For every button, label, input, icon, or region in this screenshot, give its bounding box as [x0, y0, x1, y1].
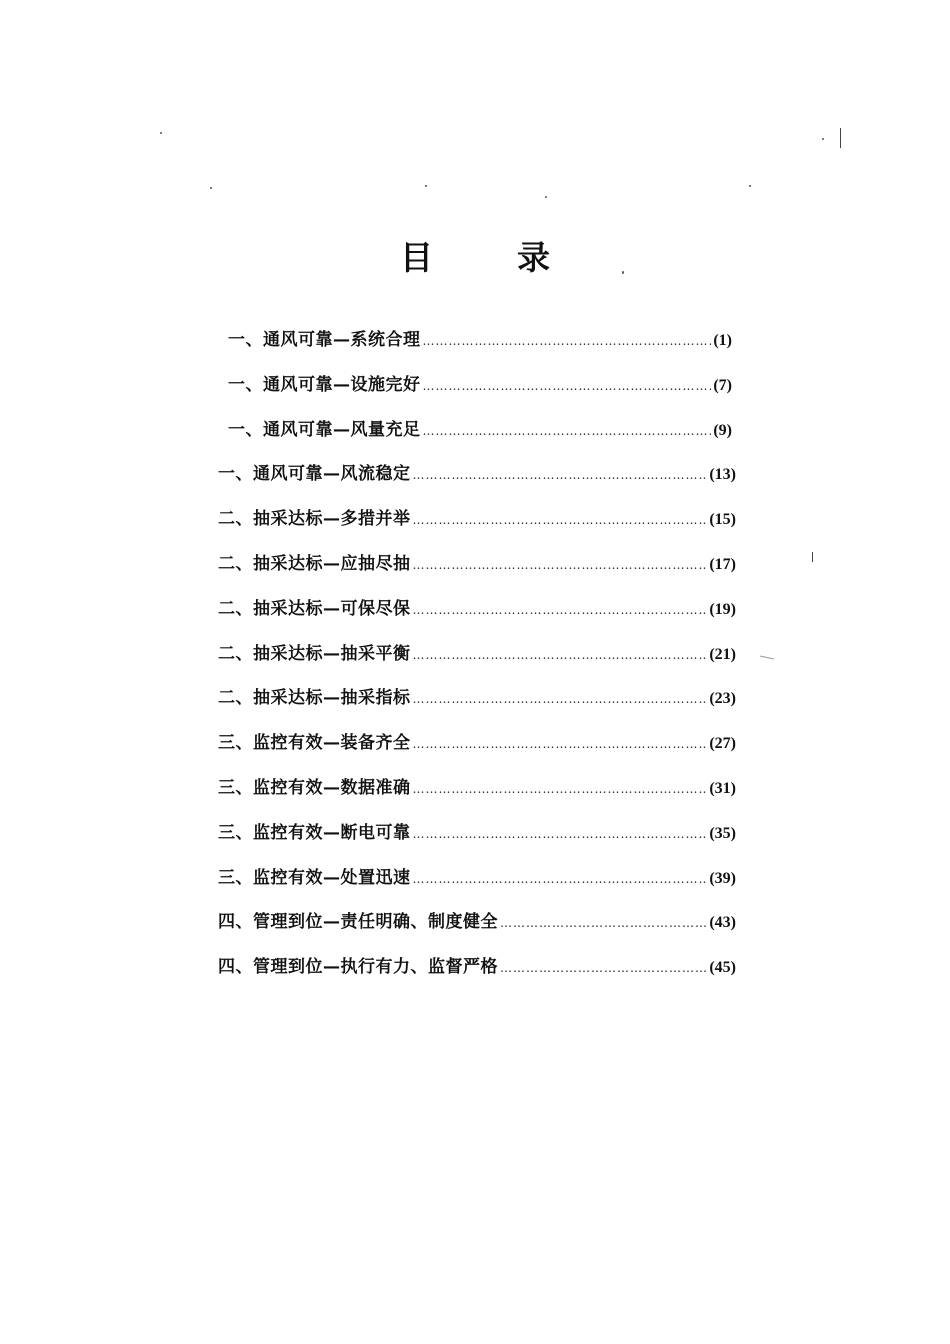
toc-entry[interactable] [218, 900, 736, 945]
toc-entry[interactable] [218, 408, 736, 453]
toc-entry-title: 三、监控有效—数据准确 [218, 777, 411, 798]
toc-entry-page: (43) [709, 914, 736, 932]
title-char-2: 录 [517, 238, 550, 277]
toc-entry-page: (35) [709, 824, 736, 842]
scan-speck [822, 138, 824, 140]
toc-entry-page: (7) [713, 376, 732, 394]
toc-leader-dots [413, 812, 708, 857]
toc-entry-title: 一、通风可靠—设施完好 [228, 374, 421, 395]
toc-entry[interactable] [218, 721, 736, 766]
toc-entry-title: 三、监控有效—断电可靠 [218, 822, 411, 843]
scan-speck [749, 185, 751, 187]
toc-leader-dots [413, 767, 708, 812]
toc-entry-title: 四、管理到位—执行有力、监督严格 [218, 957, 498, 978]
toc-entry-page: (45) [709, 959, 736, 977]
toc-entry-title: 三、监控有效—装备齐全 [218, 733, 411, 754]
toc-leader-dots [413, 453, 708, 498]
toc-leader-dots [500, 946, 707, 991]
toc-leader-dots [423, 409, 712, 454]
scan-mark [760, 656, 774, 660]
toc-leader-dots [423, 319, 712, 364]
scan-speck [160, 132, 162, 134]
toc-entry[interactable] [218, 497, 736, 542]
toc-entry-title: 二、抽采达标—多措并举 [218, 509, 411, 530]
toc-entry-title: 一、通风可靠—系统合理 [228, 330, 421, 350]
toc-leader-dots [423, 364, 712, 409]
toc-entry-title: 二、抽采达标—抽采指标 [218, 688, 411, 709]
toc-entry[interactable] [218, 811, 736, 856]
toc-entry-title: 二、抽采达标—可保尽保 [218, 598, 411, 619]
toc-entry[interactable] [218, 363, 736, 408]
toc-entry[interactable] [218, 318, 736, 363]
toc-entry-page: (13) [709, 466, 736, 484]
table-of-contents [218, 318, 736, 990]
scan-speck [210, 187, 212, 189]
toc-entry-title: 一、通风可靠—风量充足 [228, 419, 421, 440]
toc-leader-dots [413, 633, 708, 678]
scan-mark [812, 552, 813, 562]
toc-leader-dots [413, 722, 708, 767]
scan-mark [840, 128, 841, 148]
scan-speck [545, 196, 547, 198]
toc-entry-page: (15) [709, 511, 736, 529]
toc-entry-title: 二、抽采达标—抽采平衡 [218, 643, 411, 664]
toc-entry-page: (9) [713, 421, 732, 439]
toc-entry-page: (19) [709, 600, 736, 618]
toc-entry[interactable] [218, 766, 736, 811]
toc-entry-page: (1) [713, 332, 732, 349]
toc-entry[interactable] [218, 542, 736, 587]
toc-leader-dots [500, 901, 707, 946]
toc-entry-page: (17) [709, 555, 736, 573]
toc-entry-title: 一、通风可靠—风流稳定 [218, 464, 411, 485]
toc-entry-page: (31) [709, 779, 736, 797]
scan-speck [622, 271, 624, 274]
toc-entry-page: (23) [709, 690, 736, 708]
toc-entry[interactable] [218, 452, 736, 497]
toc-entry[interactable] [218, 945, 736, 990]
scan-speck [425, 185, 427, 187]
toc-entry-title: 二、抽采达标—应抽尽抽 [218, 553, 411, 574]
page-title [0, 236, 950, 280]
toc-leader-dots [413, 498, 708, 543]
title-char-1: 目 [400, 238, 433, 277]
toc-entry[interactable] [218, 856, 736, 901]
toc-entry-title: 三、监控有效—处置迅速 [218, 867, 411, 888]
toc-entry-page: (39) [709, 869, 736, 887]
toc-entry-page: (21) [709, 645, 736, 663]
toc-entry-title: 四、管理到位—责任明确、制度健全 [218, 912, 498, 933]
toc-entry[interactable] [218, 632, 736, 677]
toc-entry[interactable] [218, 587, 736, 632]
toc-leader-dots [413, 588, 708, 633]
toc-leader-dots [413, 543, 708, 588]
toc-leader-dots [413, 677, 708, 722]
toc-leader-dots [413, 857, 708, 902]
toc-entry[interactable] [218, 676, 736, 721]
toc-entry-page: (27) [709, 735, 736, 753]
